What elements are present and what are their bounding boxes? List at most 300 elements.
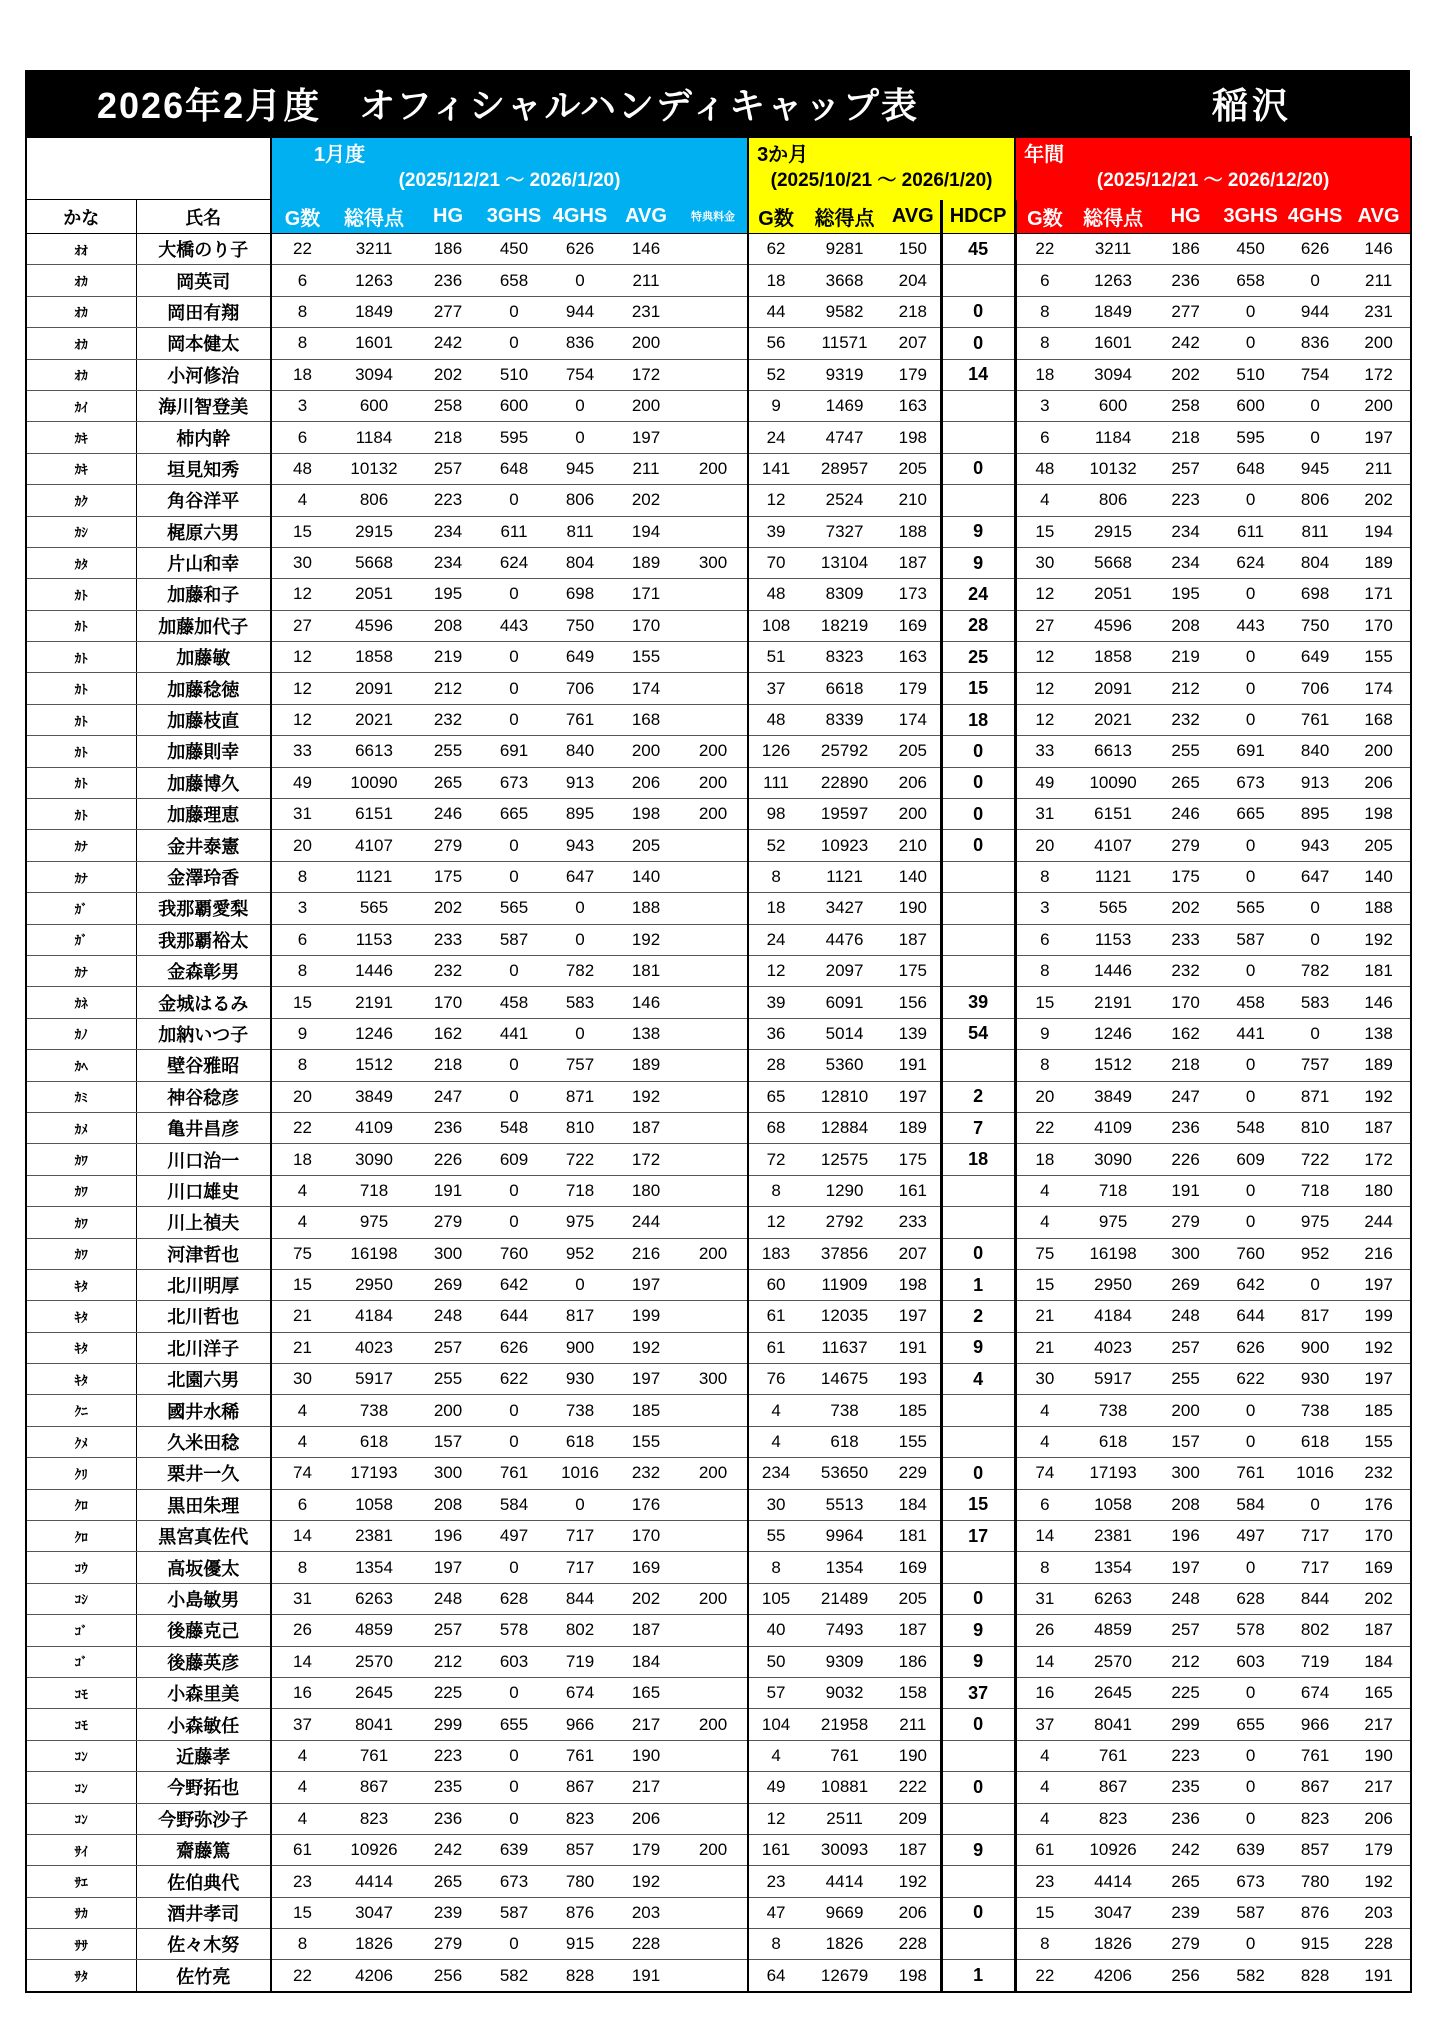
- table-row: [26, 579, 1411, 610]
- monthly-4ghs-cell: 844: [547, 1583, 613, 1614]
- monthly-3ghs-cell: 648: [481, 453, 547, 484]
- yearly-hg-cell: 196: [1153, 1521, 1218, 1552]
- yearly-3ghs-cell: 578: [1218, 1615, 1283, 1646]
- monthly-avg-cell: 165: [613, 1677, 679, 1708]
- monthly-3ghs-cell: 0: [481, 673, 547, 704]
- monthly-total-cell: 4859: [333, 1615, 415, 1646]
- monthly-avg-cell: 232: [613, 1458, 679, 1489]
- monthly-4ghs-cell: 867: [547, 1772, 613, 1803]
- name-cell: 加藤稔徳: [136, 673, 271, 704]
- monthly-avg-cell: 172: [613, 1144, 679, 1175]
- monthly-4ghs-cell: 647: [547, 861, 613, 892]
- quarterly-avg-cell: 169: [886, 1552, 941, 1583]
- quarterly-games-cell: 4: [748, 1395, 803, 1426]
- kana-cell: ｺﾞ: [26, 1646, 136, 1677]
- tokuten-cell: [679, 924, 748, 955]
- yearly-avg-cell: 203: [1347, 1897, 1411, 1928]
- quarterly-games-cell: 37: [748, 673, 803, 704]
- monthly-avg-cell: 187: [613, 1112, 679, 1143]
- yearly-avg-cell: 244: [1347, 1207, 1411, 1238]
- quarterly-avg-cell: 191: [886, 1050, 941, 1081]
- monthly-total-cell: 8041: [333, 1709, 415, 1740]
- tokuten-cell: [679, 610, 748, 641]
- quarterly-avg-cell: 205: [886, 736, 941, 767]
- yearly-games-cell: 8: [1015, 328, 1073, 359]
- yearly-4ghs-cell: 975: [1283, 1207, 1347, 1238]
- yearly-hg-cell: 200: [1153, 1395, 1218, 1426]
- monthly-hg-cell: 219: [415, 642, 481, 673]
- monthly-games-cell: 22: [271, 234, 333, 265]
- yearly-total-cell: 1153: [1073, 924, 1153, 955]
- quarterly-total-cell: 2524: [803, 485, 886, 516]
- yearly-games-cell: 4: [1015, 1772, 1073, 1803]
- name-cell: 酒井孝司: [136, 1897, 271, 1928]
- yearly-4ghs-cell: 0: [1283, 1018, 1347, 1049]
- yearly-avg-cell: 176: [1347, 1489, 1411, 1520]
- hdcp-cell: 0: [941, 736, 1015, 767]
- monthly-3ghs-cell: 0: [481, 1050, 547, 1081]
- quarterly-total-cell: 1121: [803, 861, 886, 892]
- quarterly-avg-cell: 161: [886, 1175, 941, 1206]
- yearly-games-cell: 4: [1015, 1740, 1073, 1771]
- monthly-3ghs-cell: 0: [481, 955, 547, 986]
- yearly-hg-cell: 225: [1153, 1677, 1218, 1708]
- yearly-hg-cell: 197: [1153, 1552, 1218, 1583]
- name-cell: 北園六男: [136, 1364, 271, 1395]
- monthly-4ghs-cell: 750: [547, 610, 613, 641]
- monthly-band-label: 1月度: [314, 144, 366, 166]
- yearly-total-cell: 10090: [1073, 767, 1153, 798]
- yearly-games-cell: 9: [1015, 1018, 1073, 1049]
- name-cell: 加納いつ子: [136, 1018, 271, 1049]
- yearly-3ghs-cell: 450: [1218, 234, 1283, 265]
- monthly-games-cell: 6: [271, 265, 333, 296]
- monthly-4ghs-cell: 717: [547, 1552, 613, 1583]
- yearly-total-cell: 4109: [1073, 1112, 1153, 1143]
- hdcp-cell: 1: [941, 1960, 1015, 1992]
- hdcp-cell: [941, 1426, 1015, 1457]
- monthly-hg-cell: 277: [415, 296, 481, 327]
- monthly-4ghs-cell: 945: [547, 453, 613, 484]
- monthly-band-period: (2025/12/21 ～ 2026/1/20): [398, 170, 621, 191]
- yearly-games-cell: 33: [1015, 736, 1073, 767]
- yearly-avg-cell: 198: [1347, 799, 1411, 830]
- table-row: [26, 1709, 1411, 1740]
- kana-cell: ｶﾄ: [26, 704, 136, 735]
- quarterly-avg-cell: 188: [886, 516, 941, 547]
- name-cell: 加藤博久: [136, 767, 271, 798]
- name-cell: 北川洋子: [136, 1332, 271, 1363]
- yearly-3ghs-cell: 600: [1218, 390, 1283, 421]
- monthly-total-cell: 1826: [333, 1929, 415, 1960]
- quarterly-avg-cell: 198: [886, 1269, 941, 1300]
- monthly-avg-cell: 206: [613, 1803, 679, 1834]
- name-cell: 北川明厚: [136, 1269, 271, 1300]
- yearly-4ghs-cell: 750: [1283, 610, 1347, 641]
- monthly-total-cell: 4109: [333, 1112, 415, 1143]
- quarterly-avg-cell: 174: [886, 704, 941, 735]
- monthly-4ghs-cell: 944: [547, 296, 613, 327]
- hdcp-cell: 9: [941, 1646, 1015, 1677]
- kana-cell: ｻｶ: [26, 1897, 136, 1928]
- monthly-games-cell: 15: [271, 1269, 333, 1300]
- hdcp-cell: 0: [941, 1583, 1015, 1614]
- yearly-4ghs-cell: 780: [1283, 1866, 1347, 1897]
- yearly-total-cell: 600: [1073, 390, 1153, 421]
- kana-cell: ｺｼ: [26, 1583, 136, 1614]
- yearly-3ghs-cell: 761: [1218, 1458, 1283, 1489]
- yearly-total-cell: 718: [1073, 1175, 1153, 1206]
- monthly-3ghs-header: 3GHS: [481, 200, 547, 234]
- tokuten-cell: [679, 1144, 748, 1175]
- quarterly-avg-cell: 163: [886, 642, 941, 673]
- yearly-games-cell: 21: [1015, 1301, 1073, 1332]
- yearly-4ghs-cell: 945: [1283, 453, 1347, 484]
- quarterly-games-cell: 8: [748, 861, 803, 892]
- yearly-hg-cell: 195: [1153, 579, 1218, 610]
- monthly-avg-cell: 199: [613, 1301, 679, 1332]
- yearly-avg-cell: 181: [1347, 955, 1411, 986]
- table-row: [26, 736, 1411, 767]
- monthly-total-cell: 6263: [333, 1583, 415, 1614]
- yearly-hg-cell: 279: [1153, 830, 1218, 861]
- yearly-hg-cell: 234: [1153, 516, 1218, 547]
- kana-cell: ｵｶ: [26, 296, 136, 327]
- yearly-total-cell: 1184: [1073, 422, 1153, 453]
- quarterly-total-header: 総得点: [803, 200, 886, 234]
- monthly-total-cell: 761: [333, 1740, 415, 1771]
- yearly-games-cell: 14: [1015, 1646, 1073, 1677]
- yearly-4ghs-cell: 718: [1283, 1175, 1347, 1206]
- yearly-4ghs-cell: 0: [1283, 1269, 1347, 1300]
- yearly-4ghs-cell: 857: [1283, 1834, 1347, 1865]
- monthly-4ghs-cell: 871: [547, 1081, 613, 1112]
- hdcp-cell: [941, 390, 1015, 421]
- yearly-games-cell: 4: [1015, 1803, 1073, 1834]
- monthly-games-cell: 8: [271, 1552, 333, 1583]
- tokuten-cell: [679, 673, 748, 704]
- monthly-4ghs-cell: 895: [547, 799, 613, 830]
- hdcp-cell: 45: [941, 234, 1015, 265]
- yearly-hg-cell: 226: [1153, 1144, 1218, 1175]
- quarterly-avg-cell: 198: [886, 1960, 941, 1992]
- monthly-3ghs-cell: 0: [481, 1772, 547, 1803]
- quarterly-games-cell: 68: [748, 1112, 803, 1143]
- monthly-total-cell: 2051: [333, 579, 415, 610]
- yearly-hg-cell: 208: [1153, 610, 1218, 641]
- yearly-games-cell: 12: [1015, 704, 1073, 735]
- tokuten-cell: 200: [679, 453, 748, 484]
- monthly-hg-cell: 170: [415, 987, 481, 1018]
- monthly-hg-cell: 257: [415, 1332, 481, 1363]
- kana-cell: ｺﾓ: [26, 1677, 136, 1708]
- yearly-avg-cell: 169: [1347, 1552, 1411, 1583]
- hdcp-cell: 15: [941, 1489, 1015, 1520]
- quarterly-total-cell: 10881: [803, 1772, 886, 1803]
- kana-cell: ｸﾘ: [26, 1458, 136, 1489]
- yearly-total-cell: 2381: [1073, 1521, 1153, 1552]
- name-cell: 金森彰男: [136, 955, 271, 986]
- yearly-games-cell: 15: [1015, 987, 1073, 1018]
- quarterly-games-cell: 98: [748, 799, 803, 830]
- monthly-4ghs-cell: 0: [547, 265, 613, 296]
- monthly-3ghs-cell: 0: [481, 1081, 547, 1112]
- yearly-hg-cell: 279: [1153, 1929, 1218, 1960]
- yearly-games-cell: 37: [1015, 1709, 1073, 1740]
- table-row: [26, 1897, 1411, 1928]
- tokuten-header: 特典料金: [679, 200, 748, 234]
- yearly-3ghs-cell: 0: [1218, 579, 1283, 610]
- tokuten-cell: [679, 1175, 748, 1206]
- name-cell: 梶原六男: [136, 516, 271, 547]
- yearly-games-cell: 22: [1015, 1112, 1073, 1143]
- yearly-hg-cell: 239: [1153, 1897, 1218, 1928]
- table-row: [26, 516, 1411, 547]
- yearly-hg-cell: 257: [1153, 453, 1218, 484]
- name-cell: 川口雄史: [136, 1175, 271, 1206]
- yearly-4ghs-cell: 876: [1283, 1897, 1347, 1928]
- tokuten-cell: [679, 1426, 748, 1457]
- monthly-hg-cell: 258: [415, 390, 481, 421]
- quarterly-avg-cell: 185: [886, 1395, 941, 1426]
- yearly-3ghs-cell: 0: [1218, 1803, 1283, 1834]
- table-row: [26, 1834, 1411, 1865]
- monthly-avg-cell: 146: [613, 234, 679, 265]
- monthly-avg-cell: 192: [613, 1081, 679, 1112]
- quarterly-games-cell: 55: [748, 1521, 803, 1552]
- monthly-hg-cell: 300: [415, 1238, 481, 1269]
- monthly-hg-cell: 208: [415, 610, 481, 641]
- quarterly-total-cell: 12884: [803, 1112, 886, 1143]
- quarterly-games-cell: 4: [748, 1740, 803, 1771]
- quarterly-avg-cell: 218: [886, 296, 941, 327]
- monthly-4ghs-cell: 719: [547, 1646, 613, 1677]
- kana-cell: ｸﾒ: [26, 1426, 136, 1457]
- quarterly-games-cell: 141: [748, 453, 803, 484]
- tokuten-cell: 200: [679, 1834, 748, 1865]
- monthly-3ghs-cell: 673: [481, 1866, 547, 1897]
- name-cell: 小河修治: [136, 359, 271, 390]
- yearly-games-cell: 30: [1015, 547, 1073, 578]
- hdcp-cell: [941, 924, 1015, 955]
- monthly-3ghs-cell: 441: [481, 1018, 547, 1049]
- yearly-avg-cell: 138: [1347, 1018, 1411, 1049]
- yearly-avg-cell: 187: [1347, 1615, 1411, 1646]
- yearly-avg-cell: 146: [1347, 234, 1411, 265]
- yearly-3ghs-cell: 691: [1218, 736, 1283, 767]
- quarterly-total-cell: 618: [803, 1426, 886, 1457]
- hdcp-cell: [941, 1929, 1015, 1960]
- quarterly-games-cell: 8: [748, 1929, 803, 1960]
- quarterly-games-cell: 4: [748, 1426, 803, 1457]
- monthly-3ghs-cell: 578: [481, 1615, 547, 1646]
- quarterly-total-cell: 30093: [803, 1834, 886, 1865]
- monthly-total-cell: 2915: [333, 516, 415, 547]
- yearly-4ghs-cell: 817: [1283, 1301, 1347, 1332]
- monthly-total-cell: 1446: [333, 955, 415, 986]
- monthly-4ghs-cell: 626: [547, 234, 613, 265]
- yearly-total-cell: 1263: [1073, 265, 1153, 296]
- monthly-avg-cell: 179: [613, 1834, 679, 1865]
- yearly-total-cell: 3849: [1073, 1081, 1153, 1112]
- tokuten-cell: [679, 1489, 748, 1520]
- yearly-hg-cell: 236: [1153, 1112, 1218, 1143]
- yearly-4ghs-cell: 717: [1283, 1521, 1347, 1552]
- hdcp-cell: 37: [941, 1677, 1015, 1708]
- name-cell: 柿内幹: [136, 422, 271, 453]
- yearly-4ghs-cell: 738: [1283, 1395, 1347, 1426]
- monthly-hg-cell: 242: [415, 328, 481, 359]
- yearly-4ghs-cell: 754: [1283, 359, 1347, 390]
- yearly-3ghs-cell: 0: [1218, 1772, 1283, 1803]
- yearly-total-cell: 5668: [1073, 547, 1153, 578]
- monthly-games-cell: 4: [271, 1772, 333, 1803]
- monthly-avg-cell: 140: [613, 861, 679, 892]
- monthly-4ghs-cell: 804: [547, 547, 613, 578]
- table-row: [26, 1426, 1411, 1457]
- quarterly-games-cell: 105: [748, 1583, 803, 1614]
- hdcp-cell: 14: [941, 359, 1015, 390]
- quarterly-games-cell: 44: [748, 296, 803, 327]
- quarterly-games-cell: 57: [748, 1677, 803, 1708]
- name-cell: 小島敏男: [136, 1583, 271, 1614]
- hdcp-cell: 0: [941, 767, 1015, 798]
- monthly-3ghs-cell: 622: [481, 1364, 547, 1395]
- monthly-hg-cell: 269: [415, 1269, 481, 1300]
- quarterly-games-cell: 62: [748, 234, 803, 265]
- yearly-3ghs-cell: 648: [1218, 453, 1283, 484]
- monthly-hg-cell: 232: [415, 955, 481, 986]
- monthly-3ghs-cell: 587: [481, 1897, 547, 1928]
- monthly-games-cell: 8: [271, 1929, 333, 1960]
- yearly-avg-cell: 194: [1347, 516, 1411, 547]
- monthly-4ghs-cell: 0: [547, 1489, 613, 1520]
- monthly-4ghs-cell: 857: [547, 1834, 613, 1865]
- yearly-avg-cell: 146: [1347, 987, 1411, 1018]
- name-cell: 今野弥沙子: [136, 1803, 271, 1834]
- yearly-games-cell: 48: [1015, 453, 1073, 484]
- monthly-3ghs-cell: 639: [481, 1834, 547, 1865]
- monthly-hg-cell: 195: [415, 579, 481, 610]
- monthly-games-cell: 22: [271, 1112, 333, 1143]
- hdcp-cell: 9: [941, 547, 1015, 578]
- quarterly-avg-cell: 204: [886, 265, 941, 296]
- name-cell: 川上禎夫: [136, 1207, 271, 1238]
- monthly-avg-cell: 197: [613, 422, 679, 453]
- tokuten-cell: [679, 704, 748, 735]
- monthly-3ghs-cell: 673: [481, 767, 547, 798]
- tokuten-cell: 200: [679, 736, 748, 767]
- monthly-3ghs-cell: 443: [481, 610, 547, 641]
- yearly-hg-cell: 279: [1153, 1207, 1218, 1238]
- yearly-games-cell: 74: [1015, 1458, 1073, 1489]
- monthly-total-header: 総得点: [333, 200, 415, 234]
- yearly-games-cell: 6: [1015, 422, 1073, 453]
- monthly-total-cell: 4206: [333, 1960, 415, 1992]
- yearly-hg-cell: 162: [1153, 1018, 1218, 1049]
- yearly-total-cell: 2570: [1073, 1646, 1153, 1677]
- monthly-hg-cell: 218: [415, 1050, 481, 1081]
- monthly-avg-cell: 211: [613, 265, 679, 296]
- monthly-hg-cell: 239: [415, 1897, 481, 1928]
- yearly-games-cell: 3: [1015, 390, 1073, 421]
- monthly-4ghs-cell: 649: [547, 642, 613, 673]
- quarterly-games-cell: 70: [748, 547, 803, 578]
- hdcp-cell: 9: [941, 1834, 1015, 1865]
- yearly-avg-cell: 140: [1347, 861, 1411, 892]
- table-row: [26, 1332, 1411, 1363]
- monthly-games-cell: 8: [271, 955, 333, 986]
- table-row: [26, 1144, 1411, 1175]
- quarterly-avg-cell: 197: [886, 1301, 941, 1332]
- quarterly-games-cell: 111: [748, 767, 803, 798]
- kana-cell: ｵｵ: [26, 234, 136, 265]
- tokuten-cell: [679, 987, 748, 1018]
- yearly-avg-cell: 200: [1347, 736, 1411, 767]
- yearly-hg-cell: 233: [1153, 924, 1218, 955]
- table-row: [26, 296, 1411, 327]
- monthly-total-cell: 4596: [333, 610, 415, 641]
- monthly-4ghs-cell: 0: [547, 390, 613, 421]
- quarterly-total-cell: 5360: [803, 1050, 886, 1081]
- quarterly-avg-cell: 155: [886, 1426, 941, 1457]
- quarterly-avg-cell: 222: [886, 1772, 941, 1803]
- quarterly-avg-cell: 198: [886, 422, 941, 453]
- monthly-4ghs-cell: 754: [547, 359, 613, 390]
- monthly-3ghs-cell: 691: [481, 736, 547, 767]
- monthly-total-cell: 17193: [333, 1458, 415, 1489]
- yearly-3ghs-cell: 626: [1218, 1332, 1283, 1363]
- monthly-hg-cell: 279: [415, 830, 481, 861]
- quarterly-total-cell: 4747: [803, 422, 886, 453]
- kana-cell: ｶﾞ: [26, 924, 136, 955]
- quarterly-total-cell: 9964: [803, 1521, 886, 1552]
- quarterly-avg-cell: 163: [886, 390, 941, 421]
- yearly-total-cell: 565: [1073, 893, 1153, 924]
- quarterly-games-cell: 8: [748, 1175, 803, 1206]
- yearly-3ghs-cell: 639: [1218, 1834, 1283, 1865]
- kana-cell: ｸﾛ: [26, 1521, 136, 1552]
- yearly-avg-cell: 205: [1347, 830, 1411, 861]
- yearly-4ghs-cell: 698: [1283, 579, 1347, 610]
- monthly-total-cell: 1184: [333, 422, 415, 453]
- yearly-4ghs-cell: 806: [1283, 485, 1347, 516]
- quarterly-avg-cell: 169: [886, 610, 941, 641]
- kana-header: かな: [26, 200, 136, 234]
- tokuten-cell: [679, 1929, 748, 1960]
- yearly-4ghs-cell: 952: [1283, 1238, 1347, 1269]
- table-row: [26, 390, 1411, 421]
- tokuten-cell: [679, 296, 748, 327]
- monthly-avg-cell: 202: [613, 1583, 679, 1614]
- yearly-avg-cell: 211: [1347, 453, 1411, 484]
- monthly-4ghs-cell: 823: [547, 1803, 613, 1834]
- yearly-4ghs-cell: 823: [1283, 1803, 1347, 1834]
- yearly-4ghs-cell: 943: [1283, 830, 1347, 861]
- yearly-hg-cell: 218: [1153, 1050, 1218, 1081]
- yearly-total-cell: 17193: [1073, 1458, 1153, 1489]
- quarterly-total-cell: 14675: [803, 1364, 886, 1395]
- yearly-hg-cell: 175: [1153, 861, 1218, 892]
- kana-cell: ｷﾀ: [26, 1364, 136, 1395]
- kana-cell: ｺﾓ: [26, 1709, 136, 1740]
- monthly-avg-cell: 202: [613, 485, 679, 516]
- quarterly-band: [748, 137, 1015, 200]
- hdcp-cell: 4: [941, 1364, 1015, 1395]
- monthly-games-cell: 4: [271, 1803, 333, 1834]
- name-cell: 我那覇愛梨: [136, 893, 271, 924]
- table-row: [26, 1458, 1411, 1489]
